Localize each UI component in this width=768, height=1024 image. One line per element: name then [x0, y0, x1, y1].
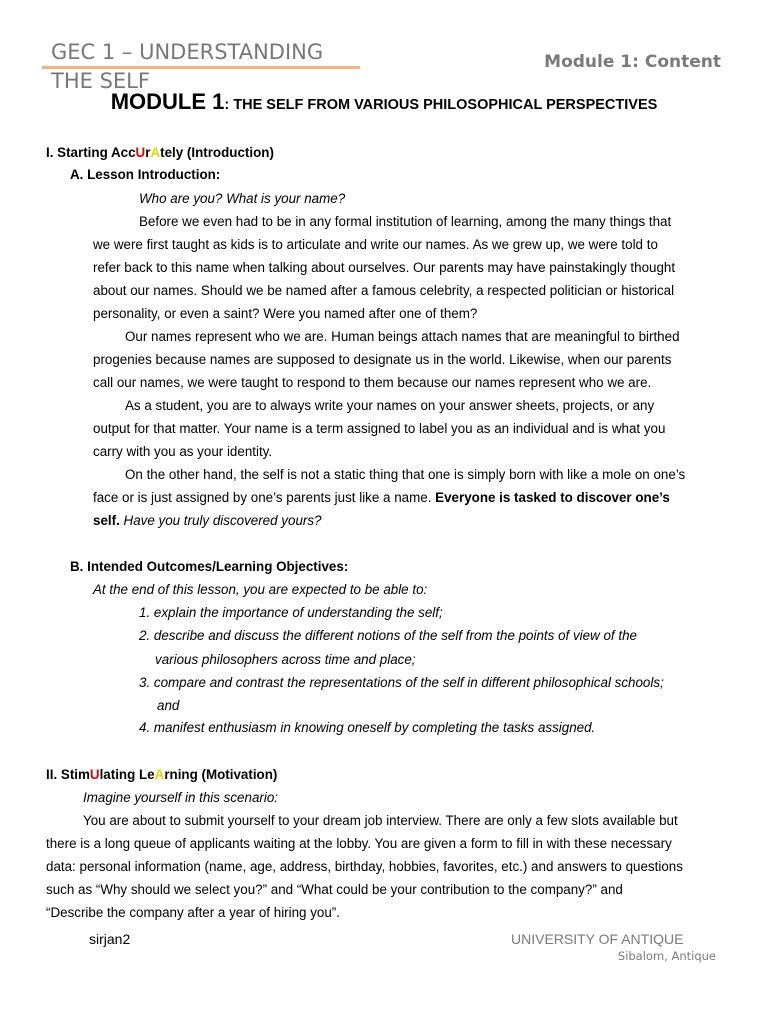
objective-item: and — [157, 698, 180, 713]
objective-item: 3. compare and contrast the representations of the self in different philosophical schools; — [139, 675, 664, 690]
para4-text: face or is just assigned by one’s parents just like a name. — [93, 490, 436, 505]
scenario-intro: Imagine yourself in this scenario: — [83, 790, 279, 805]
scenario-line: “Describe the company after a year of hiring you”. — [46, 905, 340, 920]
para1-line: personality, or even a saint? Were you named after one of them? — [93, 306, 478, 321]
module-title-sub: : THE SELF FROM VARIOUS PHILOSOPHICAL PERSPECTIVES — [224, 97, 658, 113]
heading-part-yellow: A — [150, 145, 161, 160]
para4-emphasis: self. — [93, 513, 120, 528]
heading-part: II. Stim — [46, 767, 90, 782]
objectives-intro: At the end of this lesson, you are expected to be able to: — [93, 582, 428, 597]
objective-item: 2. describe and discuss the different notions of the self from the points of view of the — [139, 628, 637, 643]
heading-part-red: U — [135, 145, 146, 160]
objective-item: various philosophers across time and place; — [155, 652, 416, 667]
footer-university: UNIVERSITY OF ANTIQUE — [511, 931, 684, 947]
para4-question: Have you truly discovered yours? — [119, 513, 322, 528]
module-title — [0, 89, 768, 115]
footer-author: sirjan2 — [89, 931, 131, 947]
heading-part: tely (Introduction) — [160, 145, 274, 160]
para4-line: On the other hand, the self is not a static thing that one is simply born with like a mole on one’s — [125, 467, 686, 482]
para3-line: carry with you as your identity. — [93, 444, 273, 459]
objective-item: 4. manifest enthusiasm in knowing oneself by completing the tasks assigned. — [139, 720, 596, 735]
para4-emphasis: Everyone is tasked to discover one’s — [435, 490, 670, 505]
lesson-intro-heading: A. Lesson Introduction: — [70, 167, 221, 182]
heading-part: rning (Motivation) — [164, 767, 278, 782]
scenario-line: such as “Why should we select you?” and “What could be your contribution to the company?” and — [46, 882, 623, 897]
para4-line — [93, 489, 670, 507]
module-title-main: MODULE 1 — [110, 89, 225, 114]
objective-item: 1. explain the importance of understanding the self; — [139, 605, 443, 620]
module-label: Module 1: Content — [544, 52, 721, 72]
intro-question: Who are you? What is your name? — [139, 191, 346, 206]
scenario-line: data: personal information (name, age, address, birthday, hobbies, favorites, etc.) and answers to questions — [46, 859, 683, 874]
objectives-heading: B. Intended Outcomes/Learning Objectives: — [70, 559, 349, 574]
para1-line: Before we even had to be in any formal institution of learning, among the many things that — [139, 214, 672, 229]
header-rule — [42, 66, 360, 69]
para3-line: As a student, you are to always write your names on your answer sheets, projects, or any — [125, 398, 655, 413]
para1-line: refer back to this name when talking about ourselves. Our parents may have painstakingly thought — [93, 260, 676, 275]
scenario-line: You are about to submit yourself to your dream job interview. There are only a few slots available but — [83, 813, 678, 828]
para3-line: output for that matter. Your name is a term assigned to label you as an individual and is what you — [93, 421, 666, 436]
para2-line: Our names represent who we are. Human beings attach names that are meaningful to birthed — [125, 329, 680, 344]
heading-part: lating Le — [99, 767, 155, 782]
para4-line — [93, 512, 322, 530]
heading-part: r — [145, 145, 151, 160]
section-2-heading — [46, 766, 277, 784]
scenario-line: there is a long queue of applicants waiting at the lobby. You are given a form to fill in with these necessary — [46, 836, 672, 851]
course-header: GEC 1 – UNDERSTANDING THE SELF — [51, 40, 324, 93]
heading-part: I. Starting Acc — [46, 145, 136, 160]
para2-line: progenies because names are supposed to designate us in the world. Likewise, when our parents — [93, 352, 672, 367]
heading-part-yellow: A — [154, 767, 165, 782]
footer-location: Sibalom, Antique — [617, 949, 716, 963]
section-1-heading — [46, 144, 274, 162]
heading-part-red: U — [89, 767, 100, 782]
para2-line: call our names, we were taught to respond to them because our names represent who we are. — [93, 375, 652, 390]
para1-line: about our names. Should we be named after a famous celebrity, a respected politician or historical — [93, 283, 675, 298]
para1-line: we were first taught as kids is to articulate and write our names. As we grew up, we were told to — [93, 237, 658, 252]
